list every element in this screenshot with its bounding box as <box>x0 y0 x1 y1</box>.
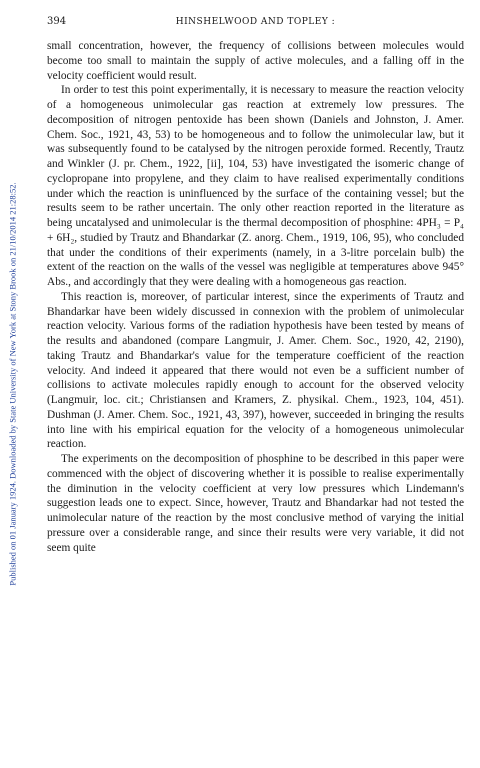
running-title: HINSHELWOOD AND TOPLEY : <box>175 17 336 27</box>
download-notice <box>0 0 26 768</box>
page-header <box>47 16 464 30</box>
paragraph-2: In order to test this point experimentally, it is necessary to measure the reaction velocity of a homogeneous unimolecular gas reaction at extremely low pressures. The decomposition of nitrogen pentoxide has been shown (Daniels and Johnston, J. Amer. Chem. Soc., 1921, 43, 53) to be homogeneous and to follow the unimolecular law, but it was subsequently found to be catalysed by the nitrogen peroxide formed. Recently, Trautz and Winkler (J. pr. Chem., 1922, [ii], 104, 53) have investigated the isomeric change of cyclopropane into propylene, and they claim to have realised experimentally conditions under which the reaction is uninfluenced by the surface of the containing vessel; but the results seem to be rather uncertain. The only other reaction reported in the literature as being uncatalysed and unimolecular is the thermal decomposition of phosphine: 4PH₃ = P₄ + 6H₂, studied by Trautz and Bhandarkar (Z. anorg. Chem., 1919, 106, 95), who concluded that under the conditions of their experiments (namely, in a 3-litre porcelain bulb) the extent of the reaction on the walls of the vessel was negligible at temperatures above 945° Abs., and accordingly that they were dealing with a homogeneous gas reaction. <box>47 84 464 288</box>
paragraph-3: This reaction is, moreover, of particular interest, since the experiments of Trautz and Bhandarkar have been widely discussed in connexion with the problem of unimolecular reaction velocity. Various forms of the radiation hypothesis have been tested by means of the results and abandoned (compare Langmuir, J. Amer. Chem. Soc., 1920, 42, 2190), taking Trautz and Bhandarkar's value for the temperature coefficient of the reaction velocity. And indeed it appeared that there would not even be a sufficient number of collisions to activate molecules rapidly enough to account for the observed velocity (Langmuir, loc. cit.; Christiansen and Kramers, Z. physikal. Chem., 1923, 104, 451). Dushman (J. Amer. Chem. Soc., 1921, 43, 397), however, succeeded in bringing the results into line with his empirical equation for the velocity of a homogeneous unimolecular reaction. <box>47 290 464 451</box>
page-number: 394 <box>47 16 67 27</box>
paragraph-4: The experiments on the decomposition of phosphine to be described in this paper were commenced with the object of discovering whether it is possible to realise experimentally the diminution in the velocity coefficient at very low pressures which Lindemann's suggestion leads one to expect. Since, however, Trautz and Bhandarkar had not tested the unimolecular nature of the reaction by the most conclusive method of varying the initial pressure over a considerable range, and since their results were very variable, it did not seem quite <box>47 453 464 554</box>
paragraph-1: small concentration, however, the frequency of collisions between molecules would become too small to maintain the supply of active molecules, and a falling off in the velocity coefficient would result. <box>47 40 464 82</box>
article-body <box>47 39 464 555</box>
download-notice-text: Published on 01 January 1924. Downloaded by State University of New York at Stony Brook on 21/10/2014 21:28:52. <box>8 182 19 586</box>
